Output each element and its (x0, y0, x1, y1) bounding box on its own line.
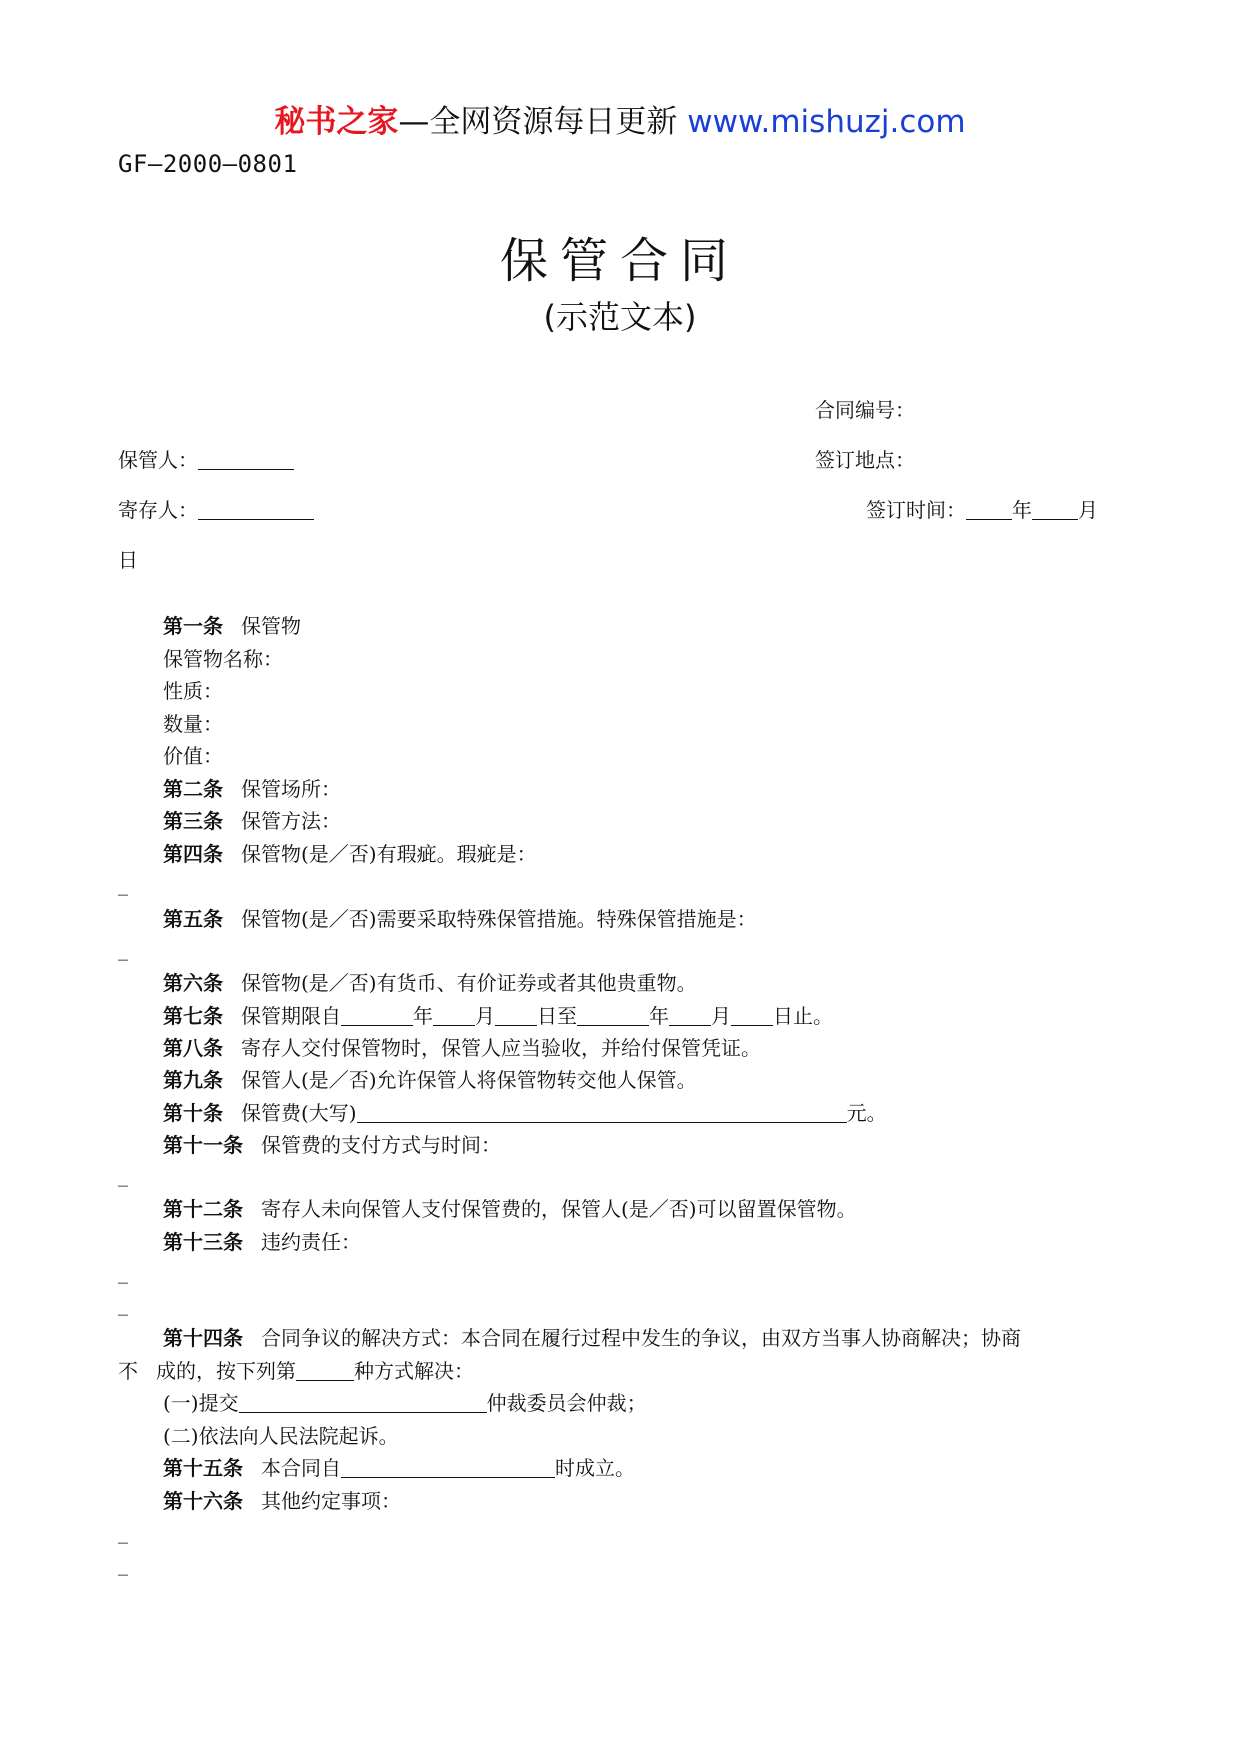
article-15 (163, 1452, 635, 1481)
blank-line-mark: _ (118, 1260, 128, 1284)
article-text: 保管场所： (241, 777, 341, 801)
article-text: 保管物 (241, 614, 301, 638)
depositor-label: 寄存人： (118, 498, 198, 522)
blank-line-mark: _ (118, 872, 128, 896)
option-arbitration (163, 1387, 647, 1416)
keeper-blank (198, 449, 294, 470)
article-number: 第十五条 (163, 1456, 243, 1480)
article-text: 保管物(是／否)有货币、有价证券或者其他贵重物。 (241, 971, 697, 995)
keeper-field (118, 444, 294, 473)
start-year-blank (341, 1005, 413, 1026)
article-13 (163, 1226, 361, 1255)
article-text: 保管人(是／否)允许保管人将保管物转交他人保管。 (241, 1068, 697, 1092)
document-subtitle: (示范文本) (543, 298, 697, 336)
article-number: 第十条 (163, 1101, 223, 1125)
start-month-blank (433, 1005, 475, 1026)
sign-month-label: 月 (1078, 498, 1098, 522)
article-number: 第十二条 (163, 1197, 243, 1221)
article-14 (163, 1322, 1021, 1351)
article-10 (163, 1097, 887, 1126)
document-title: 保管合同 (499, 233, 740, 289)
year-label: 年 (413, 1004, 433, 1028)
article-number: 第八条 (163, 1036, 223, 1060)
continuation-text-end: 种方式解决： (354, 1359, 474, 1383)
article-text: 保管物(是／否)需要采取特殊保管措施。特殊保管措施是： (241, 907, 757, 931)
keeper-label: 保管人： (118, 448, 198, 472)
article-number: 第九条 (163, 1068, 223, 1092)
blank-line-mark: _ (118, 1520, 128, 1544)
article-text-end: 时成立。 (555, 1456, 635, 1480)
month-label: 月 (475, 1004, 495, 1028)
document-code: GF—2000—0801 (118, 150, 298, 178)
month-label: 月 (711, 1004, 731, 1028)
article-7 (163, 1000, 833, 1029)
article-text: 保管期限自 (241, 1004, 341, 1028)
sign-year-blank (966, 499, 1012, 520)
blank-line-mark: _ (118, 1552, 128, 1576)
article-14-continued (118, 1355, 474, 1384)
article-number: 第二条 (163, 777, 223, 801)
item-value-label: 价值： (163, 744, 223, 768)
effective-time-blank (341, 1457, 555, 1478)
article-12 (163, 1193, 857, 1222)
banner-slogan: —全网资源每日更新 (398, 104, 688, 140)
continuation-prefix: 不 (118, 1359, 138, 1383)
article-4 (163, 838, 537, 867)
sign-time-field (866, 494, 1098, 523)
sign-year-label: 年 (1012, 498, 1032, 522)
sign-place-label: 签订地点： (815, 448, 915, 472)
item-nature-label: 性质： (163, 679, 223, 703)
banner-brand: 秘书之家 (274, 104, 399, 140)
item-name-label: 保管物名称： (163, 647, 283, 671)
article-number: 第七条 (163, 1004, 223, 1028)
option-text: (一)提交 (163, 1391, 239, 1415)
depositor-field (118, 494, 314, 523)
article-text: 本合同自 (261, 1456, 341, 1480)
article-8 (163, 1032, 761, 1061)
article-number: 第十一条 (163, 1133, 243, 1157)
fee-unit-label: 元。 (846, 1101, 887, 1125)
article-11 (163, 1129, 501, 1158)
blank-line-mark: _ (118, 937, 128, 961)
article-number: 第四条 (163, 842, 223, 866)
article-text: 保管物(是／否)有瑕疵。瑕疵是： (241, 842, 537, 866)
blank-line-mark: _ (118, 1163, 128, 1187)
contract-number-label: 合同编号： (815, 398, 915, 422)
article-1 (163, 610, 301, 639)
sign-time-label: 签订时间： (866, 498, 966, 522)
blank-line-mark: _ (118, 1292, 128, 1316)
item-quantity-label: 数量： (163, 712, 223, 736)
article-text: 寄存人交付保管物时，保管人应当验收，并给付保管凭证。 (241, 1036, 761, 1060)
sign-month-blank (1032, 499, 1078, 520)
article-text: 违约责任： (261, 1230, 361, 1254)
end-month-blank (669, 1005, 711, 1026)
article-text: 保管费(大写) (241, 1101, 357, 1125)
method-number-blank (296, 1360, 354, 1381)
article-text: 合同争议的解决方式：本合同在履行过程中发生的争议，由双方当事人协商解决；协商 (261, 1326, 1021, 1350)
banner-url-link[interactable]: www.mishuzj.com (687, 104, 966, 140)
article-number: 第三条 (163, 809, 223, 833)
article-text: 其他约定事项： (261, 1489, 401, 1513)
article-text: 保管费的支付方式与时间： (261, 1133, 501, 1157)
article-text: 保管方法： (241, 809, 341, 833)
article-text: 寄存人未向保管人支付保管费的，保管人(是／否)可以留置保管物。 (261, 1197, 857, 1221)
sign-day-label: 日 (118, 548, 138, 572)
article-number: 第十四条 (163, 1326, 243, 1350)
start-day-blank (495, 1005, 537, 1026)
depositor-blank (198, 499, 314, 520)
day-to-label: 日至 (537, 1004, 577, 1028)
article-3 (163, 805, 341, 834)
site-banner (0, 96, 1240, 141)
end-year-blank (577, 1005, 649, 1026)
continuation-text: 成的，按下列第 (156, 1359, 296, 1383)
option-text-end: 仲裁委员会仲裁； (486, 1391, 647, 1415)
article-number: 第五条 (163, 907, 223, 931)
option-court: (二)依法向人民法院起诉。 (163, 1424, 399, 1448)
article-number: 第十三条 (163, 1230, 243, 1254)
day-end-label: 日止。 (773, 1004, 833, 1028)
arbitration-committee-blank (239, 1392, 487, 1413)
article-16 (163, 1485, 401, 1514)
article-6 (163, 967, 697, 996)
article-9 (163, 1064, 697, 1093)
article-2 (163, 773, 341, 802)
fee-amount-blank (357, 1102, 847, 1123)
article-5 (163, 903, 757, 932)
year-label: 年 (649, 1004, 669, 1028)
article-number: 第十六条 (163, 1489, 243, 1513)
article-number: 第一条 (163, 614, 223, 638)
article-number: 第六条 (163, 971, 223, 995)
end-day-blank (731, 1005, 773, 1026)
